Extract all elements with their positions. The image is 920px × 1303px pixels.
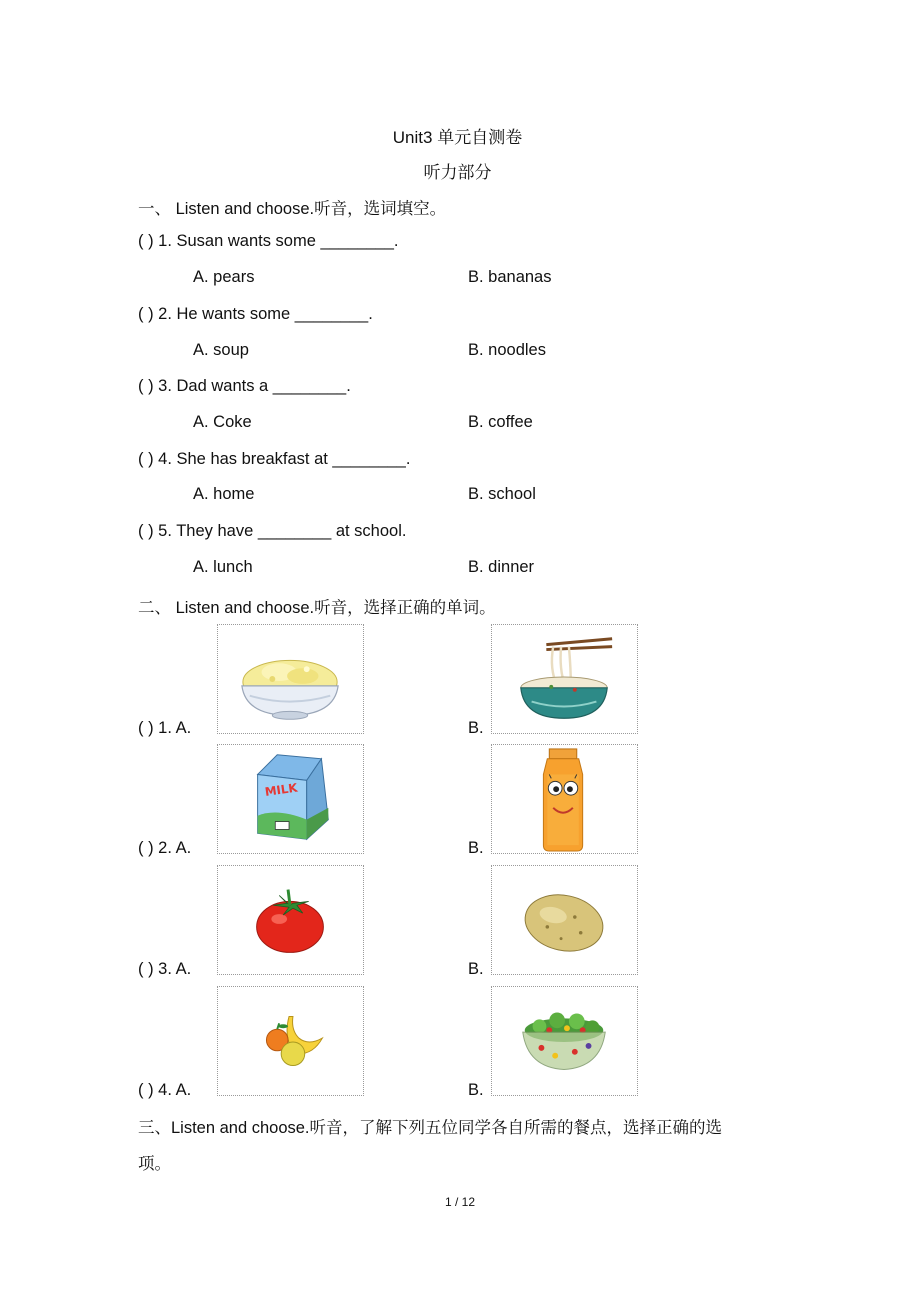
- page-number: 1 / 12: [444, 1195, 476, 1209]
- juice-bottle-icon: [492, 745, 637, 853]
- s2-q3-label: ( ) 3. A.: [138, 960, 192, 978]
- s2-q4-option-b-label: B.: [468, 1081, 484, 1099]
- s1-q1-option-a: A. pears: [193, 268, 255, 286]
- s1-q3-option-a: A. Coke: [193, 413, 252, 431]
- s1-q4-option-b: B. school: [468, 485, 536, 503]
- tomato-icon: [218, 866, 363, 974]
- s2-q2-image-b-juice: [491, 744, 638, 854]
- section2-heading: 二、 Listen and choose.听音，选择正确的单词。: [138, 599, 496, 617]
- s1-q2-option-a: A. soup: [193, 341, 249, 359]
- rice-bowl-icon: [218, 625, 363, 733]
- s2-q1-label: ( ) 1. A.: [138, 719, 192, 737]
- s2-q3-option-b-label: B.: [468, 960, 484, 978]
- section3-heading-cont: 项。: [138, 1155, 171, 1173]
- page-subtitle: 听力部分: [423, 163, 492, 182]
- s1-q3-stem: ( ) 3. Dad wants a ________.: [138, 377, 351, 395]
- milk-carton-text: MILK: [263, 780, 299, 800]
- s2-q4-image-b-salad: [491, 986, 638, 1096]
- s1-q1-option-b: B. bananas: [468, 268, 552, 286]
- s1-q3-option-b: B. coffee: [468, 413, 533, 431]
- s1-q5-option-a: A. lunch: [193, 558, 253, 576]
- s1-q4-option-a: A. home: [193, 485, 255, 503]
- page-title: Unit3 单元自测卷: [392, 128, 523, 147]
- section3-heading: 三、Listen and choose.听音，了解下列五位同学各自所需的餐点，选择正确的选: [138, 1119, 723, 1137]
- s2-q4-image-a-fruit: [217, 986, 364, 1096]
- s2-q1-image-b-noodles: [491, 624, 638, 734]
- s1-q2-option-b: B. noodles: [468, 341, 546, 359]
- fruit-icon: [218, 987, 363, 1095]
- s1-q5-stem: ( ) 5. They have ________ at school.: [138, 522, 407, 540]
- s1-q4-stem: ( ) 4. She has breakfast at ________.: [138, 450, 411, 468]
- section1-heading: 一、 Listen and choose.听音，选词填空。: [138, 200, 447, 218]
- s2-q2-option-b-label: B.: [468, 839, 484, 857]
- s2-q3-image-b-potato: [491, 865, 638, 975]
- s2-q2-image-a-milk: [217, 744, 364, 854]
- salad-icon: [492, 987, 637, 1095]
- s2-q3-image-a-tomato: [217, 865, 364, 975]
- s2-q4-label: ( ) 4. A.: [138, 1081, 192, 1099]
- s1-q1-stem: ( ) 1. Susan wants some ________.: [138, 232, 399, 250]
- s1-q5-option-b: B. dinner: [468, 558, 535, 576]
- s1-q2-stem: ( ) 2. He wants some ________.: [138, 305, 373, 323]
- s2-q2-label: ( ) 2. A.: [138, 839, 192, 857]
- potato-icon: [492, 866, 637, 974]
- noodles-bowl-icon: [492, 625, 637, 733]
- milk-carton-icon: [218, 745, 363, 853]
- s2-q1-option-b-label: B.: [468, 719, 484, 737]
- s2-q1-image-a-rice: [217, 624, 364, 734]
